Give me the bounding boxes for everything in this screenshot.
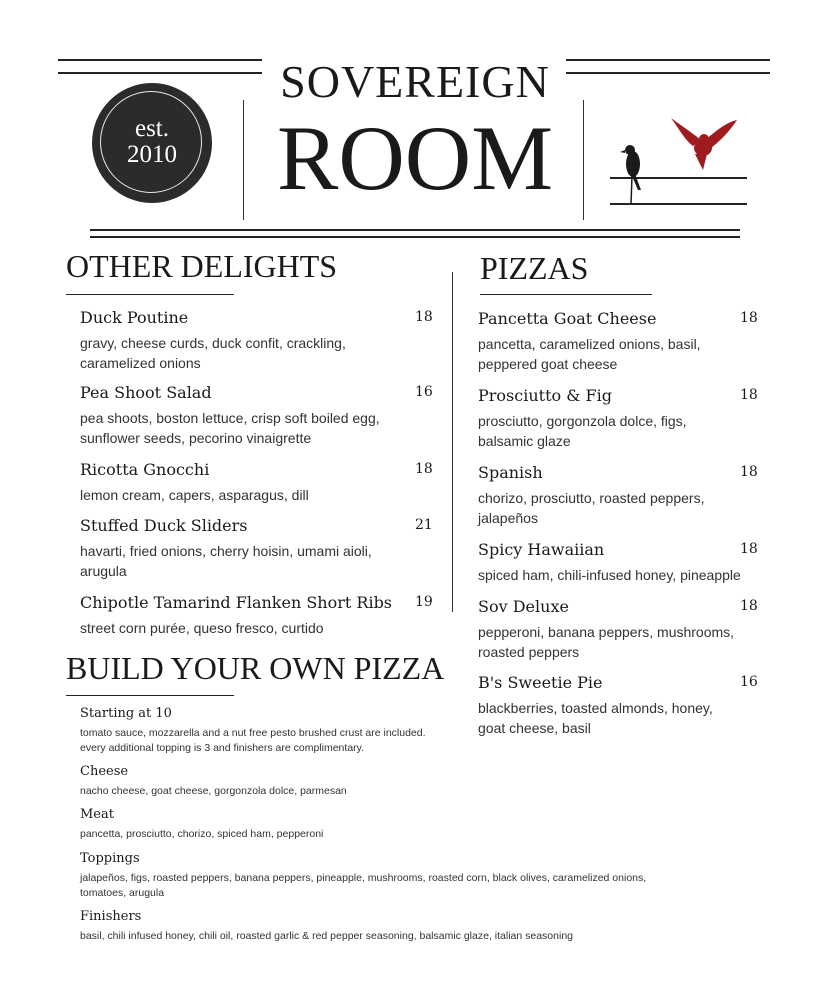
- item-desc: chorizo, prosciutto, roasted peppers,: [478, 490, 705, 506]
- section-title-build-your-own: BUILD YOUR OWN PIZZA: [66, 650, 445, 686]
- item-name: Spicy Hawaiian: [478, 540, 605, 559]
- byo-toppings-desc: jalapeños, figs, roasted peppers, banana peppers, pineapple, mushrooms, roasted corn, black olives, caramelized onions,: [80, 872, 647, 884]
- item-desc: roasted peppers: [478, 644, 580, 660]
- item-desc: jalapeños: [478, 510, 538, 526]
- item-desc: goat cheese, basil: [478, 720, 591, 736]
- byo-meat-desc: pancetta, prosciutto, chorizo, spiced ham, pepperoni: [80, 828, 324, 840]
- brand-title-main: ROOM: [276, 107, 554, 209]
- item-desc: blackberries, toasted almonds, honey,: [478, 700, 713, 716]
- item-desc: arugula: [80, 563, 127, 579]
- header-divider-right: [583, 100, 584, 220]
- header-divider-left: [243, 100, 244, 220]
- byo-finishers-desc: basil, chili infused honey, chili oil, roasted garlic & red pepper seasoning, balsamic glaze, italian seasoning: [80, 930, 574, 942]
- item-price: 18: [740, 387, 758, 403]
- section-title-pizzas: PIZZAS: [480, 250, 589, 286]
- item-price: 19: [415, 594, 433, 610]
- item-desc: havarti, fried onions, cherry hoisin, umami aioli,: [80, 543, 372, 559]
- item-desc: prosciutto, gorgonzola dolce, figs,: [478, 413, 687, 429]
- item-name: Prosciutto & Fig: [478, 386, 613, 405]
- section-title-other-delights: OTHER DELIGHTS: [66, 248, 338, 284]
- item-name: Pea Shoot Salad: [80, 383, 212, 402]
- item-name: Chipotle Tamarind Flanken Short Ribs: [80, 593, 393, 612]
- item-desc: peppered goat cheese: [478, 356, 618, 372]
- item-price: 16: [740, 674, 758, 690]
- item-desc: street corn purée, queso fresco, curtido: [80, 620, 324, 636]
- item-desc: pea shoots, boston lettuce, crisp soft boiled egg,: [80, 410, 380, 426]
- item-price: 18: [415, 309, 433, 325]
- item-price: 16: [415, 384, 433, 400]
- column-divider: [452, 272, 453, 612]
- item-desc: balsamic glaze: [478, 433, 571, 449]
- item-desc: sunflower seeds, pecorino vinaigrette: [80, 430, 312, 446]
- item-name: Pancetta Goat Cheese: [478, 309, 657, 328]
- header-rule-top-left-2: [58, 72, 262, 74]
- item-name: Spanish: [478, 463, 543, 482]
- item-desc: gravy, cheese curds, duck confit, crackling,: [80, 335, 346, 351]
- item-name: Sov Deluxe: [478, 597, 569, 616]
- brand-title-top: SOVEREIGN: [280, 56, 550, 107]
- est-badge-line1: est.: [134, 115, 170, 142]
- item-desc: pancetta, caramelized onions, basil,: [478, 336, 701, 352]
- byo-toppings-desc: tomatoes, arugula: [80, 887, 165, 899]
- header-rule-bottom: [90, 229, 740, 231]
- byo-starting-title: Starting at 10: [80, 706, 172, 721]
- item-price: 18: [740, 464, 758, 480]
- item-price: 21: [415, 517, 433, 533]
- flying-red-bird-icon: [671, 118, 737, 170]
- item-desc: caramelized onions: [80, 355, 201, 371]
- item-name: Stuffed Duck Sliders: [80, 516, 248, 535]
- section-underline-build-your-own: [66, 695, 234, 696]
- section-underline-other-delights: [66, 294, 234, 295]
- item-price: 18: [740, 541, 758, 557]
- byo-cheese-title: Cheese: [80, 764, 129, 779]
- item-price: 18: [415, 461, 433, 477]
- section-underline-pizzas: [480, 294, 652, 295]
- header-rule-bottom-2: [90, 236, 740, 238]
- byo-starting-desc: every additional topping is 3 and finishers are complimentary.: [80, 742, 365, 754]
- byo-meat-title: Meat: [80, 807, 114, 822]
- header-rule-top-right: [566, 59, 770, 61]
- item-name: B's Sweetie Pie: [478, 673, 603, 692]
- header-rule-top-right-2: [566, 72, 770, 74]
- item-name: Ricotta Gnocchi: [80, 460, 210, 479]
- byo-cheese-desc: nacho cheese, goat cheese, gorgonzola dolce, parmesan: [80, 785, 347, 797]
- birds-on-wire-icon: [605, 110, 755, 210]
- byo-toppings-title: Toppings: [80, 851, 140, 866]
- est-badge-text: [92, 116, 212, 168]
- byo-starting-desc: tomato sauce, mozzarella and a nut free pesto brushed crust are included.: [80, 727, 426, 739]
- header-rule-top-left: [58, 59, 262, 61]
- item-desc: spiced ham, chili-infused honey, pineapple: [478, 567, 741, 583]
- item-name: Duck Poutine: [80, 308, 189, 327]
- perched-bird-icon: [620, 145, 641, 204]
- item-desc: pepperoni, banana peppers, mushrooms,: [478, 624, 735, 640]
- item-price: 18: [740, 598, 758, 614]
- item-desc: lemon cream, capers, asparagus, dill: [80, 487, 309, 503]
- est-badge-line2: 2010: [127, 141, 177, 168]
- byo-finishers-title: Finishers: [80, 909, 142, 924]
- item-price: 18: [740, 310, 758, 326]
